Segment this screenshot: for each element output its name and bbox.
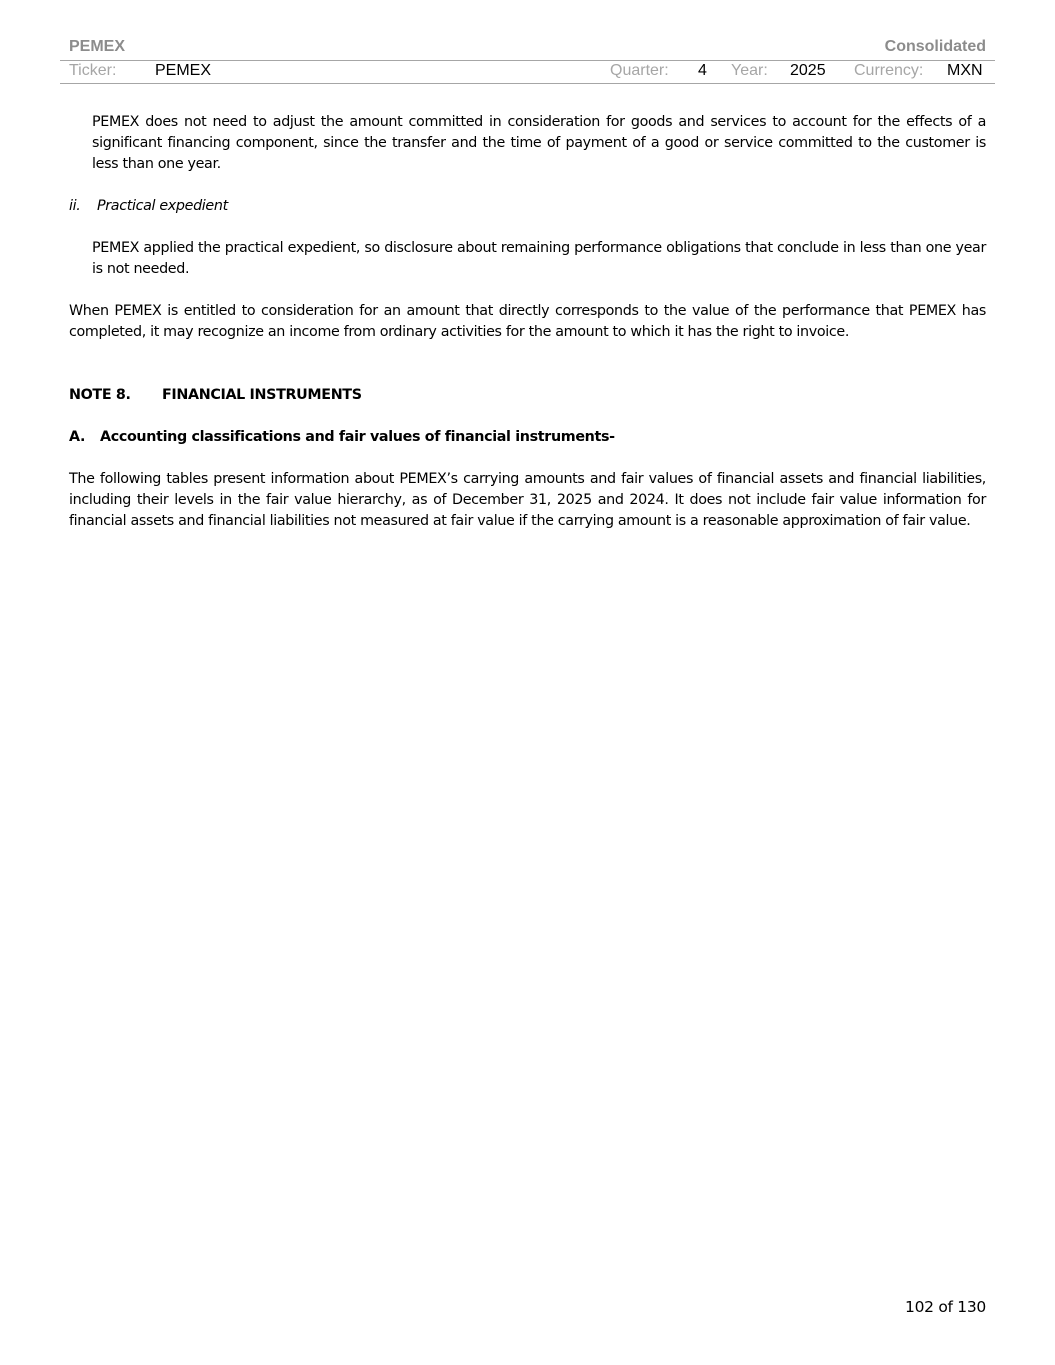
- subsection-ii-heading: [69, 196, 986, 217]
- paragraph-practical-expedient: PEMEX applied the practical expedient, so disclosure about remaining performance obligations that conclude in less than one year is not needed.: [92, 240, 986, 277]
- paragraph-fair-value-tables: The following tables present information about PEMEX’s carrying amounts and fair values of financial assets and financial liabilities, including their levels in the fair value hierarchy, as of December 31, 2025 and 2024. It does not include fair value information for financial assets and financial liabilities not measured at fair value if the carrying amount is a reasonable approximation of fair value.: [69, 471, 986, 529]
- document-body: [69, 112, 986, 532]
- paragraph-consideration-entitlement: When PEMEX is entitled to consideration for an amount that directly corresponds to the value of the performance that PEMEX has completed, it may recognize an income from ordinary activities for the amount to which it has the right to invoice.: [69, 303, 986, 340]
- quarter-label: Quarter:: [610, 62, 669, 79]
- currency-label: Currency:: [854, 62, 924, 79]
- page-number: 102 of 130: [905, 1298, 986, 1316]
- header-meta-row: [60, 61, 995, 83]
- note-number: NOTE 8.: [69, 387, 131, 403]
- company-name: PEMEX: [69, 38, 126, 55]
- year-value: 2025: [790, 62, 826, 79]
- section-a-heading: [69, 427, 986, 448]
- quarter-value: 4: [698, 62, 707, 79]
- section-a-title: Accounting classifications and fair values of financial instruments-: [100, 429, 615, 445]
- note-heading: [69, 385, 986, 406]
- section-a-letter: A.: [69, 429, 86, 445]
- paragraph-financing-component: PEMEX does not need to adjust the amount committed in consideration for goods and services to account for the effects of a significant financing component, since the transfer and the time of payment of a good or service committed to the customer is less than one year.: [92, 114, 986, 172]
- consolidation-scope: Consolidated: [884, 38, 986, 55]
- report-header: [60, 36, 995, 84]
- subsection-ii-numeral: ii.: [69, 198, 81, 214]
- ticker-value: PEMEX: [155, 62, 212, 79]
- ticker-label: Ticker:: [69, 62, 117, 79]
- note-title: FINANCIAL INSTRUMENTS: [162, 387, 362, 403]
- currency-value: MXN: [947, 62, 983, 79]
- subsection-ii-title: Practical expedient: [97, 198, 228, 214]
- header-title-row: [60, 36, 995, 60]
- header-rule-bottom: [60, 83, 995, 84]
- year-label: Year:: [731, 62, 768, 79]
